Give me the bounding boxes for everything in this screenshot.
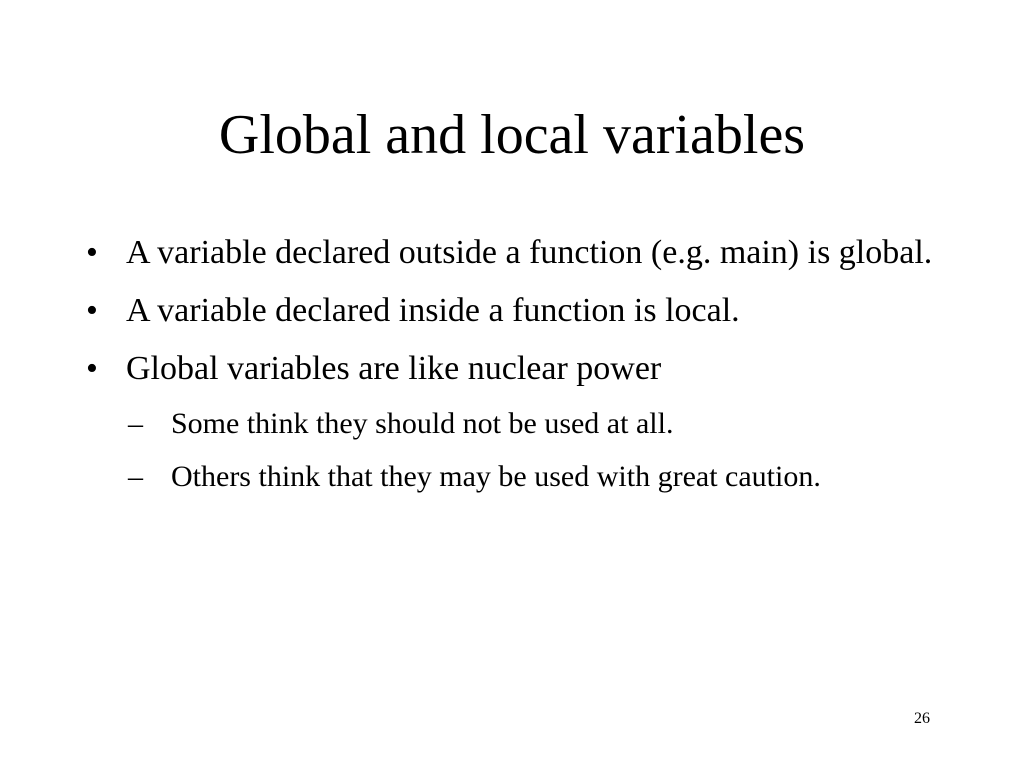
bullet-text: A variable declared inside a function is local. xyxy=(126,292,740,329)
page-number: 26 xyxy=(914,710,930,727)
slide-title: Global and local variables xyxy=(218,104,806,166)
bullet-item xyxy=(86,286,946,335)
bullet-text: Global variables are like nuclear power xyxy=(126,350,662,387)
bullet-text: A variable declared outside a function (e.g. main) is global. xyxy=(126,234,933,271)
bullet-list xyxy=(86,228,946,508)
bullet-mark: • xyxy=(86,350,98,387)
dash-mark: – xyxy=(128,460,143,493)
sub-bullet-text: Some think they should not be used at all. xyxy=(171,407,674,440)
bullet-item xyxy=(86,344,946,393)
sub-bullet-item xyxy=(126,455,946,499)
sub-bullet-item xyxy=(126,402,946,446)
bullet-mark: • xyxy=(86,234,98,271)
bullet-item xyxy=(86,228,946,277)
dash-mark: – xyxy=(128,407,143,440)
sub-bullet-text: Others think that they may be used with great caution. xyxy=(171,460,821,493)
bullet-mark: • xyxy=(86,292,98,329)
